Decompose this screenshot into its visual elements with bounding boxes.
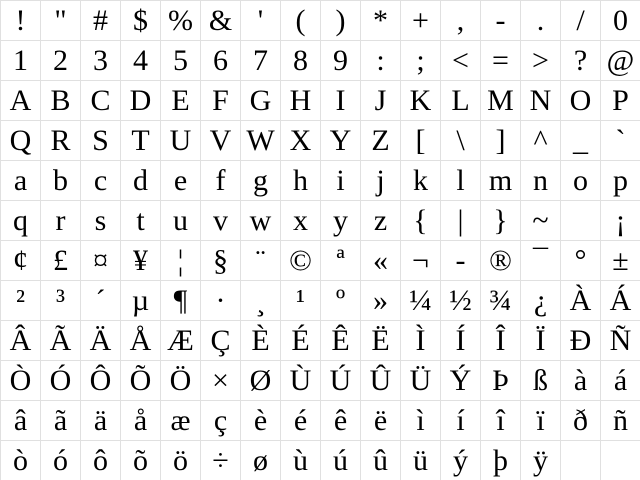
- glyph-cell-r6c6[interactable]: v: [200, 200, 240, 240]
- glyph-cell-r7c12[interactable]: -: [440, 240, 480, 280]
- glyph-cell-r3c12[interactable]: L: [440, 80, 480, 120]
- glyph-cell-r7c13[interactable]: ®: [480, 240, 520, 280]
- glyph-cell-r11c8[interactable]: é: [280, 400, 320, 440]
- glyph-cell-r9c1[interactable]: Â: [0, 320, 40, 360]
- glyph-cell-r12c9[interactable]: ú: [320, 440, 360, 480]
- glyph-cell-r7c15[interactable]: °: [560, 240, 600, 280]
- glyph-cell-r2c11[interactable]: ;: [400, 40, 440, 80]
- glyph-cell-r3c11[interactable]: K: [400, 80, 440, 120]
- glyph-cell-r2c4[interactable]: 4: [120, 40, 160, 80]
- glyph-cell-r7c6[interactable]: §: [200, 240, 240, 280]
- glyph-cell-r10c6[interactable]: ×: [200, 360, 240, 400]
- glyph-cell-r10c13[interactable]: Þ: [480, 360, 520, 400]
- glyph-cell-r8c13[interactable]: ¾: [480, 280, 520, 320]
- glyph-cell-r7c9[interactable]: ª: [320, 240, 360, 280]
- glyph-cell-r6c10[interactable]: z: [360, 200, 400, 240]
- glyph-cell-r9c3[interactable]: Ä: [80, 320, 120, 360]
- glyph-cell-r5c4[interactable]: d: [120, 160, 160, 200]
- glyph-cell-r11c5[interactable]: æ: [160, 400, 200, 440]
- glyph-cell-r8c9[interactable]: º: [320, 280, 360, 320]
- glyph-cell-r3c1[interactable]: A: [0, 80, 40, 120]
- glyph-cell-r4c3[interactable]: S: [80, 120, 120, 160]
- glyph-cell-r12c2[interactable]: ó: [40, 440, 80, 480]
- glyph-cell-r3c5[interactable]: E: [160, 80, 200, 120]
- glyph-cell-r1c5[interactable]: %: [160, 0, 200, 40]
- glyph-cell-r9c15[interactable]: Ð: [560, 320, 600, 360]
- glyph-cell-r12c11[interactable]: ü: [400, 440, 440, 480]
- glyph-cell-r6c5[interactable]: u: [160, 200, 200, 240]
- glyph-cell-r1c6[interactable]: &: [200, 0, 240, 40]
- glyph-cell-r11c2[interactable]: ã: [40, 400, 80, 440]
- glyph-cell-r7c5[interactable]: ¦: [160, 240, 200, 280]
- glyph-cell-r1c7[interactable]: ': [240, 0, 280, 40]
- glyph-cell-r4c10[interactable]: Z: [360, 120, 400, 160]
- glyph-cell-r12c6[interactable]: ÷: [200, 440, 240, 480]
- glyph-cell-r9c7[interactable]: È: [240, 320, 280, 360]
- glyph-cell-r8c1[interactable]: ²: [0, 280, 40, 320]
- glyph-cell-r12c4[interactable]: õ: [120, 440, 160, 480]
- glyph-cell-r4c8[interactable]: X: [280, 120, 320, 160]
- glyph-cell-r12c8[interactable]: ù: [280, 440, 320, 480]
- glyph-cell-r6c9[interactable]: y: [320, 200, 360, 240]
- glyph-cell-r4c13[interactable]: ]: [480, 120, 520, 160]
- glyph-cell-r7c8[interactable]: ©: [280, 240, 320, 280]
- glyph-cell-r7c1[interactable]: ¢: [0, 240, 40, 280]
- glyph-cell-r5c13[interactable]: m: [480, 160, 520, 200]
- glyph-cell-r5c11[interactable]: k: [400, 160, 440, 200]
- glyph-cell-r4c4[interactable]: T: [120, 120, 160, 160]
- glyph-cell-r11c12[interactable]: í: [440, 400, 480, 440]
- glyph-cell-r11c11[interactable]: ì: [400, 400, 440, 440]
- glyph-cell-r6c8[interactable]: x: [280, 200, 320, 240]
- glyph-cell-r11c9[interactable]: ê: [320, 400, 360, 440]
- glyph-cell-r11c16[interactable]: ñ: [600, 400, 640, 440]
- glyph-cell-r10c9[interactable]: Ú: [320, 360, 360, 400]
- glyph-cell-r2c13[interactable]: =: [480, 40, 520, 80]
- glyph-cell-r6c12[interactable]: |: [440, 200, 480, 240]
- glyph-cell-r7c11[interactable]: ¬: [400, 240, 440, 280]
- glyph-cell-r1c14[interactable]: .: [520, 0, 560, 40]
- glyph-cell-r11c13[interactable]: î: [480, 400, 520, 440]
- glyph-cell-r9c2[interactable]: Ã: [40, 320, 80, 360]
- glyph-cell-r11c15[interactable]: ð: [560, 400, 600, 440]
- glyph-cell-r2c9[interactable]: 9: [320, 40, 360, 80]
- glyph-cell-r5c9[interactable]: i: [320, 160, 360, 200]
- glyph-cell-r1c15[interactable]: /: [560, 0, 600, 40]
- glyph-cell-r10c4[interactable]: Õ: [120, 360, 160, 400]
- glyph-cell-r4c1[interactable]: Q: [0, 120, 40, 160]
- glyph-cell-r10c11[interactable]: Ü: [400, 360, 440, 400]
- glyph-cell-r7c2[interactable]: £: [40, 240, 80, 280]
- glyph-cell-r10c8[interactable]: Ù: [280, 360, 320, 400]
- glyph-cell-r12c3[interactable]: ô: [80, 440, 120, 480]
- glyph-cell-r7c3[interactable]: ¤: [80, 240, 120, 280]
- glyph-cell-r8c12[interactable]: ½: [440, 280, 480, 320]
- glyph-cell-r7c4[interactable]: ¥: [120, 240, 160, 280]
- glyph-cell-r9c13[interactable]: Î: [480, 320, 520, 360]
- glyph-cell-r11c6[interactable]: ç: [200, 400, 240, 440]
- glyph-cell-r1c8[interactable]: (: [280, 0, 320, 40]
- glyph-cell-r8c3[interactable]: ´: [80, 280, 120, 320]
- glyph-cell-r12c16: [600, 440, 640, 480]
- glyph-cell-r11c4[interactable]: å: [120, 400, 160, 440]
- glyph-cell-r2c12[interactable]: <: [440, 40, 480, 80]
- glyph-cell-r2c16[interactable]: @: [600, 40, 640, 80]
- glyph-cell-r3c8[interactable]: H: [280, 80, 320, 120]
- glyph-cell-r4c9[interactable]: Y: [320, 120, 360, 160]
- glyph-cell-r12c7[interactable]: ø: [240, 440, 280, 480]
- glyph-cell-r5c5[interactable]: e: [160, 160, 200, 200]
- glyph-cell-r9c11[interactable]: Ì: [400, 320, 440, 360]
- glyph-cell-r10c16[interactable]: á: [600, 360, 640, 400]
- glyph-cell-r8c8[interactable]: ¹: [280, 280, 320, 320]
- glyph-cell-r8c11[interactable]: ¼: [400, 280, 440, 320]
- glyph-cell-r4c12[interactable]: \: [440, 120, 480, 160]
- glyph-cell-r9c14[interactable]: Ï: [520, 320, 560, 360]
- glyph-cell-r8c15[interactable]: À: [560, 280, 600, 320]
- glyph-cell-r5c16[interactable]: p: [600, 160, 640, 200]
- glyph-cell-r10c2[interactable]: Ó: [40, 360, 80, 400]
- glyph-cell-r4c6[interactable]: V: [200, 120, 240, 160]
- glyph-cell-r2c2[interactable]: 2: [40, 40, 80, 80]
- glyph-cell-r9c5[interactable]: Æ: [160, 320, 200, 360]
- glyph-cell-r6c1[interactable]: q: [0, 200, 40, 240]
- glyph-cell-r6c15: [560, 200, 600, 240]
- glyph-cell-r6c7[interactable]: w: [240, 200, 280, 240]
- glyph-cell-r4c14[interactable]: ^: [520, 120, 560, 160]
- glyph-cell-r4c16[interactable]: `: [600, 120, 640, 160]
- glyph-cell-r9c9[interactable]: Ê: [320, 320, 360, 360]
- glyph-cell-r9c4[interactable]: Å: [120, 320, 160, 360]
- glyph-cell-r1c2[interactable]: ": [40, 0, 80, 40]
- glyph-cell-r2c15[interactable]: ?: [560, 40, 600, 80]
- glyph-cell-r6c2[interactable]: r: [40, 200, 80, 240]
- glyph-cell-r11c14[interactable]: ï: [520, 400, 560, 440]
- glyph-cell-r9c10[interactable]: Ë: [360, 320, 400, 360]
- glyph-cell-r12c15: [560, 440, 600, 480]
- glyph-cell-r8c4[interactable]: µ: [120, 280, 160, 320]
- glyph-cell-r10c12[interactable]: Ý: [440, 360, 480, 400]
- glyph-cell-r6c4[interactable]: t: [120, 200, 160, 240]
- glyph-cell-r2c14[interactable]: >: [520, 40, 560, 80]
- glyph-cell-r2c7[interactable]: 7: [240, 40, 280, 80]
- glyph-cell-r3c7[interactable]: G: [240, 80, 280, 120]
- glyph-cell-r3c4[interactable]: D: [120, 80, 160, 120]
- glyph-cell-r8c7[interactable]: ¸: [240, 280, 280, 320]
- glyph-cell-r5c8[interactable]: h: [280, 160, 320, 200]
- glyph-cell-r5c10[interactable]: j: [360, 160, 400, 200]
- glyph-cell-r1c3[interactable]: #: [80, 0, 120, 40]
- glyph-cell-r8c6[interactable]: ·: [200, 280, 240, 320]
- glyph-cell-r2c5[interactable]: 5: [160, 40, 200, 80]
- glyph-cell-r2c8[interactable]: 8: [280, 40, 320, 80]
- glyph-cell-r5c3[interactable]: c: [80, 160, 120, 200]
- glyph-cell-r1c13[interactable]: -: [480, 0, 520, 40]
- glyph-cell-r6c14[interactable]: ~: [520, 200, 560, 240]
- glyph-cell-r2c3[interactable]: 3: [80, 40, 120, 80]
- glyph-cell-r3c10[interactable]: J: [360, 80, 400, 120]
- glyph-cell-r10c15[interactable]: à: [560, 360, 600, 400]
- glyph-cell-r3c16[interactable]: P: [600, 80, 640, 120]
- glyph-cell-r2c1[interactable]: 1: [0, 40, 40, 80]
- glyph-cell-r5c2[interactable]: b: [40, 160, 80, 200]
- glyph-cell-r11c10[interactable]: ë: [360, 400, 400, 440]
- glyph-cell-r1c1[interactable]: !: [0, 0, 40, 40]
- glyph-cell-r12c13[interactable]: þ: [480, 440, 520, 480]
- glyph-cell-r1c4[interactable]: $: [120, 0, 160, 40]
- glyph-cell-r5c14[interactable]: n: [520, 160, 560, 200]
- glyph-cell-r10c1[interactable]: Ò: [0, 360, 40, 400]
- glyph-cell-r5c7[interactable]: g: [240, 160, 280, 200]
- glyph-cell-r7c7[interactable]: ¨: [240, 240, 280, 280]
- glyph-cell-r10c5[interactable]: Ö: [160, 360, 200, 400]
- glyph-cell-r4c5[interactable]: U: [160, 120, 200, 160]
- glyph-cell-r6c3[interactable]: s: [80, 200, 120, 240]
- glyph-cell-r12c1[interactable]: ò: [0, 440, 40, 480]
- glyph-cell-r12c12[interactable]: ý: [440, 440, 480, 480]
- glyph-cell-r10c10[interactable]: Û: [360, 360, 400, 400]
- glyph-cell-r3c14[interactable]: N: [520, 80, 560, 120]
- glyph-cell-r9c8[interactable]: É: [280, 320, 320, 360]
- glyph-cell-r12c5[interactable]: ö: [160, 440, 200, 480]
- glyph-cell-r6c13[interactable]: }: [480, 200, 520, 240]
- glyph-cell-r11c3[interactable]: ä: [80, 400, 120, 440]
- glyph-cell-r6c11[interactable]: {: [400, 200, 440, 240]
- glyph-cell-r12c14[interactable]: ÿ: [520, 440, 560, 480]
- glyph-cell-r1c10[interactable]: *: [360, 0, 400, 40]
- glyph-cell-r6c16[interactable]: ¡: [600, 200, 640, 240]
- glyph-cell-r10c7[interactable]: Ø: [240, 360, 280, 400]
- glyph-cell-r8c2[interactable]: ³: [40, 280, 80, 320]
- glyph-cell-r7c16[interactable]: ±: [600, 240, 640, 280]
- glyph-cell-r3c13[interactable]: M: [480, 80, 520, 120]
- glyph-cell-r1c9[interactable]: ): [320, 0, 360, 40]
- glyph-cell-r4c7[interactable]: W: [240, 120, 280, 160]
- glyph-cell-r10c3[interactable]: Ô: [80, 360, 120, 400]
- glyph-cell-r3c6[interactable]: F: [200, 80, 240, 120]
- glyph-cell-r8c14[interactable]: ¿: [520, 280, 560, 320]
- glyph-cell-r2c6[interactable]: 6: [200, 40, 240, 80]
- glyph-cell-r12c10[interactable]: û: [360, 440, 400, 480]
- glyph-cell-r9c16[interactable]: Ñ: [600, 320, 640, 360]
- glyph-cell-r9c12[interactable]: Í: [440, 320, 480, 360]
- glyph-cell-r3c2[interactable]: B: [40, 80, 80, 120]
- glyph-cell-r5c12[interactable]: l: [440, 160, 480, 200]
- glyph-cell-r5c1[interactable]: a: [0, 160, 40, 200]
- glyph-cell-r5c15[interactable]: o: [560, 160, 600, 200]
- glyph-cell-r11c7[interactable]: è: [240, 400, 280, 440]
- glyph-cell-r8c16[interactable]: Á: [600, 280, 640, 320]
- glyph-cell-r7c10[interactable]: «: [360, 240, 400, 280]
- glyph-cell-r11c1[interactable]: â: [0, 400, 40, 440]
- glyph-cell-r1c11[interactable]: +: [400, 0, 440, 40]
- glyph-cell-r10c14[interactable]: ß: [520, 360, 560, 400]
- glyph-cell-r4c11[interactable]: [: [400, 120, 440, 160]
- glyph-cell-r3c9[interactable]: I: [320, 80, 360, 120]
- glyph-cell-r7c14[interactable]: ¯: [520, 240, 560, 280]
- glyph-cell-r1c12[interactable]: ,: [440, 0, 480, 40]
- glyph-cell-r2c10[interactable]: :: [360, 40, 400, 80]
- glyph-cell-r9c6[interactable]: Ç: [200, 320, 240, 360]
- glyph-cell-r5c6[interactable]: f: [200, 160, 240, 200]
- glyph-cell-r3c3[interactable]: C: [80, 80, 120, 120]
- glyph-cell-r3c15[interactable]: O: [560, 80, 600, 120]
- glyph-cell-r4c2[interactable]: R: [40, 120, 80, 160]
- glyph-cell-r4c15[interactable]: _: [560, 120, 600, 160]
- glyph-cell-r8c5[interactable]: ¶: [160, 280, 200, 320]
- glyph-cell-r8c10[interactable]: »: [360, 280, 400, 320]
- glyph-cell-r1c16[interactable]: 0: [600, 0, 640, 40]
